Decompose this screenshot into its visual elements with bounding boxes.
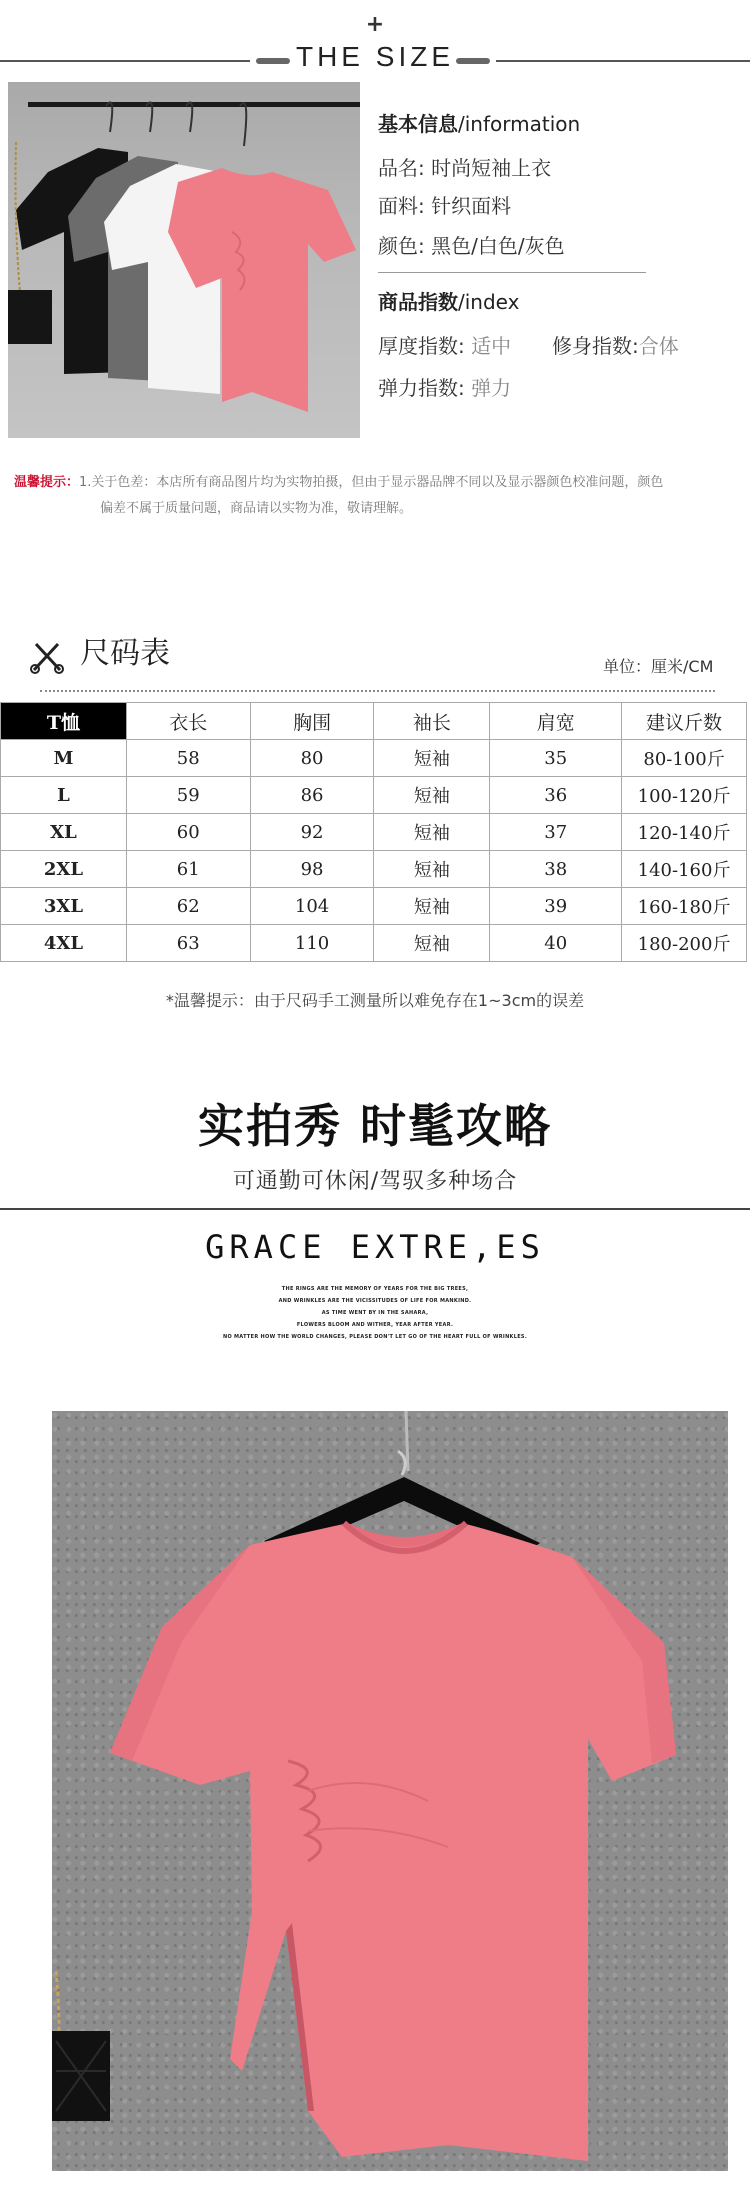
size-cell: M	[1, 740, 127, 777]
table-cell: 38	[490, 851, 622, 888]
shirt-lineup-illustration	[8, 82, 360, 438]
small-text-line: THE RINGS ARE THE MEMORY OF YEARS FOR THE BIG TREES,	[281, 1286, 469, 1292]
header-weight: 建议斤数	[622, 703, 747, 740]
header-item: T恤	[1, 703, 127, 740]
table-cell: 61	[126, 851, 250, 888]
table-cell: 短袖	[374, 888, 490, 925]
table-cell: 60	[126, 814, 250, 851]
table-cell: 63	[126, 925, 250, 962]
table-cell: 100-120斤	[622, 777, 747, 814]
table-row	[1, 925, 747, 962]
product-colors: 颜色: 黑色/白色/灰色	[378, 234, 565, 258]
table-cell: 短袖	[374, 925, 490, 962]
title-line-right	[496, 60, 750, 62]
pink-shirt-illustration	[52, 1411, 728, 2171]
table-cell: 36	[490, 777, 622, 814]
product-fabric: 面料: 针织面料	[378, 194, 512, 218]
header-bust: 胸围	[250, 703, 374, 740]
table-cell: 80-100斤	[622, 740, 747, 777]
size-cell: 2XL	[1, 851, 127, 888]
dotted-divider	[40, 690, 715, 692]
table-cell: 104	[250, 888, 374, 925]
table-cell: 62	[126, 888, 250, 925]
small-text-line: AS TIME WENT BY IN THE SAHARA,	[321, 1310, 429, 1316]
product-photo-large	[52, 1411, 728, 2171]
section-divider	[0, 1208, 750, 1210]
table-cell: 98	[250, 851, 374, 888]
table-header-row	[1, 703, 747, 740]
page-title: THE SIZE	[295, 41, 454, 72]
elasticity-index: 弹力指数: 弹力	[378, 376, 512, 400]
table-cell: 86	[250, 777, 374, 814]
color-notice: 温馨提示：1.关于色差：本店所有商品图片均为实物拍摄，但由于显示器品牌不同以及显示器颜色校准问题，颜色 偏差不属于质量问题，商品请以实物为准，敬请理解。	[14, 475, 664, 516]
table-cell: 180-200斤	[622, 925, 747, 962]
product-name: 品名: 时尚短袖上衣	[378, 156, 552, 180]
table-row	[1, 814, 747, 851]
table-cell: 110	[250, 925, 374, 962]
table-cell: 39	[490, 888, 622, 925]
table-cell: 35	[490, 740, 622, 777]
index-heading: 商品指数/index	[378, 290, 520, 314]
basic-info-heading: 基本信息/information	[378, 112, 581, 136]
size-cell: L	[1, 777, 127, 814]
table-cell: 80	[250, 740, 374, 777]
size-cell: 3XL	[1, 888, 127, 925]
thickness-index: 厚度指数: 适中	[378, 334, 512, 358]
table-cell: 120-140斤	[622, 814, 747, 851]
table-cell: 59	[126, 777, 250, 814]
table-cell: 短袖	[374, 777, 490, 814]
table-row	[1, 851, 747, 888]
table-cell: 短袖	[374, 740, 490, 777]
unit-label: 单位：厘米/CM	[603, 657, 714, 676]
fit-index: 修身指数:合体	[552, 334, 679, 358]
plus-mark: +	[365, 12, 385, 37]
size-cell: XL	[1, 814, 127, 851]
scissors-icon	[30, 640, 64, 674]
table-cell: 58	[126, 740, 250, 777]
size-table	[0, 702, 747, 962]
info-divider	[378, 272, 646, 273]
measurement-note: *温馨提示：由于尺码手工测量所以难免存在1~3cm的误差	[165, 991, 585, 1010]
promo-subtitle: 可通勤可休闲/驾驭多种场合	[232, 1169, 518, 1194]
product-photo-small	[8, 82, 360, 438]
small-text-line: NO MATTER HOW THE WORLD CHANGES, PLEASE DON'T LET GO OF THE HEART FULL OF WRINKLES.	[222, 1334, 528, 1340]
table-cell: 92	[250, 814, 374, 851]
header-length: 衣长	[126, 703, 250, 740]
promo-title: 实拍秀 时髦攻略	[197, 1099, 552, 1153]
table-cell: 短袖	[374, 851, 490, 888]
table-cell: 短袖	[374, 814, 490, 851]
small-text-line: FLOWERS BLOOM AND WITHER, YEAR AFTER YEAR.	[296, 1322, 454, 1328]
header-sleeve: 袖长	[374, 703, 490, 740]
brand-slogan: GRACE EXTRE,ES	[205, 1228, 545, 1266]
table-cell: 37	[490, 814, 622, 851]
size-chart-title: 尺码表	[80, 636, 170, 671]
title-bar-right	[456, 58, 490, 64]
table-row	[1, 740, 747, 777]
table-cell: 140-160斤	[622, 851, 747, 888]
table-row	[1, 777, 747, 814]
small-text-line: AND WRINKLES ARE THE VICISSITUDES OF LIFE FOR MANKIND.	[278, 1298, 472, 1304]
table-cell: 160-180斤	[622, 888, 747, 925]
header-shoulder: 肩宽	[490, 703, 622, 740]
table-cell: 40	[490, 925, 622, 962]
table-row	[1, 888, 747, 925]
size-cell: 4XL	[1, 925, 127, 962]
